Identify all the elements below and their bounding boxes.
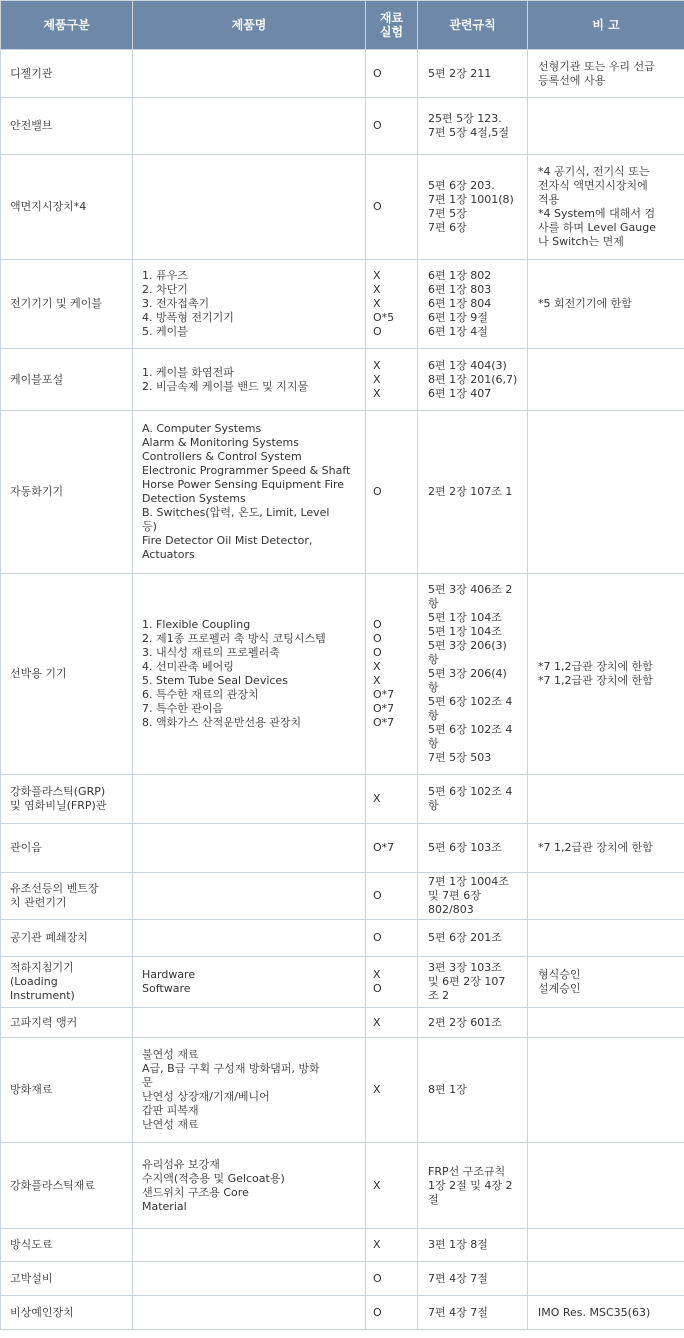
cell-line: 강화플라스틱재료 xyxy=(10,1178,96,1192)
cell-line: X xyxy=(373,297,381,310)
category-cell xyxy=(1,574,133,775)
product-cell xyxy=(133,50,366,98)
product-cell xyxy=(133,957,366,1008)
cell-line: 안전밸브 xyxy=(10,119,53,132)
cell-line: 항 xyxy=(428,799,439,812)
rules-cell xyxy=(418,155,528,260)
cell-line: 선박용 기기 xyxy=(10,667,67,680)
cell-line: O xyxy=(373,66,382,80)
cell-line: 절 xyxy=(428,1192,439,1206)
product-cell xyxy=(133,349,366,411)
category-cell xyxy=(1,349,133,411)
category-cell xyxy=(1,824,133,873)
cell-line: Detection Systems xyxy=(142,492,246,505)
cell-line: FRP선 구조규칙 xyxy=(428,1164,506,1178)
cell-line: O xyxy=(373,1271,382,1285)
test-cell xyxy=(366,1296,418,1330)
cell-line: 관이음 xyxy=(10,841,42,854)
cell-line: O xyxy=(373,982,382,995)
cell-line: X xyxy=(373,386,381,400)
cell-line: 7편 6장 xyxy=(428,221,467,234)
cell-line: O xyxy=(373,119,382,132)
product-cell xyxy=(133,411,366,574)
product-cell xyxy=(133,98,366,155)
cell-line: 5편 3장 406조 2 xyxy=(428,583,513,596)
rules-cell xyxy=(418,411,528,574)
table-row xyxy=(1,155,684,260)
rules-cell xyxy=(418,1038,528,1143)
cell-line: 7편 4장 7절 xyxy=(428,1271,488,1285)
cell-line: 3. 내식성 재료의 프로펠러축 xyxy=(142,646,280,659)
cell-line: 나 Switch는 면제 xyxy=(538,235,624,248)
cell-line: X xyxy=(373,1083,381,1096)
cell-line: 방화재료 xyxy=(10,1083,53,1096)
notes-cell xyxy=(528,1229,684,1262)
cell-line: 6편 1장 804 xyxy=(428,297,492,310)
cell-line: O*5 xyxy=(373,311,395,324)
category-cell xyxy=(1,873,133,920)
cell-line: 전기기기 및 케이블 xyxy=(10,297,103,310)
rules-cell xyxy=(418,775,528,824)
notes-cell xyxy=(528,155,684,260)
test-cell xyxy=(366,1262,418,1296)
cell-line: 4. 방폭형 전기기기 xyxy=(142,311,234,324)
notes-cell xyxy=(528,1143,684,1229)
test-cell xyxy=(366,920,418,957)
header-category: 제품구분 xyxy=(1,1,133,50)
cell-line: 공기관 폐쇄장치 xyxy=(10,931,88,944)
cell-line: 조 2 xyxy=(428,989,450,1002)
cell-line: *7 1,2급관 장치에 한함 xyxy=(538,660,653,673)
header-test xyxy=(366,1,418,50)
cell-line: 2편 2장 107조 1 xyxy=(428,485,513,498)
product-cell xyxy=(133,1262,366,1296)
cell-line: O*7 xyxy=(373,716,395,729)
cell-line: A. Computer Systems xyxy=(142,422,262,435)
cell-line: 6편 1장 802 xyxy=(428,269,492,282)
cell-line: 7편 1장 1001(8) xyxy=(428,193,514,206)
table-row xyxy=(1,775,684,824)
product-cell xyxy=(133,260,366,349)
table-row xyxy=(1,98,684,155)
cell-line: O xyxy=(373,325,382,338)
cell-line: Controllers & Control System xyxy=(142,450,302,463)
cell-line: 6편 1장 9절 xyxy=(428,311,488,324)
notes-cell xyxy=(528,411,684,574)
test-cell xyxy=(366,1008,418,1038)
cell-line: 전자식 액면지시장치에 xyxy=(538,179,648,192)
cell-line: Fire Detector Oil Mist Detector, xyxy=(142,534,313,547)
test-cell xyxy=(366,1229,418,1262)
product-cell xyxy=(133,1229,366,1262)
rules-cell xyxy=(418,1229,528,1262)
cell-line: Horse Power Sensing Equipment Fire xyxy=(142,478,345,491)
cell-line: 6편 1장 407 xyxy=(428,386,492,400)
cell-line: 6편 1장 4절 xyxy=(428,325,488,338)
cell-line: 7편 1장 1004조 xyxy=(428,875,509,888)
cell-line: X xyxy=(373,674,381,687)
product-cell xyxy=(133,574,366,775)
cell-line: 7편 5장 503 xyxy=(428,751,492,764)
product-cell xyxy=(133,1038,366,1143)
notes-cell xyxy=(528,1296,684,1330)
cell-line: X xyxy=(373,1238,381,1251)
cell-line: 적용 xyxy=(538,193,560,206)
category-cell xyxy=(1,411,133,574)
category-cell xyxy=(1,260,133,349)
cell-line: 선형기관 또는 우리 선급 xyxy=(538,59,655,73)
header-notes: 비 고 xyxy=(528,1,684,50)
cell-line: 5편 1장 104조 xyxy=(428,611,502,624)
cell-line: 2편 2장 601조 xyxy=(428,1015,502,1029)
cell-line: 고박설비 xyxy=(10,1271,53,1285)
test-cell xyxy=(366,349,418,411)
cell-line: 5편 6장 102조 4 xyxy=(428,723,513,736)
category-cell xyxy=(1,50,133,98)
table-row xyxy=(1,873,684,920)
cell-line: O xyxy=(373,646,382,659)
cell-line: 5편 6장 203. xyxy=(428,179,495,192)
notes-cell xyxy=(528,50,684,98)
rules-cell xyxy=(418,1262,528,1296)
cell-line: 자동화기기 xyxy=(10,485,64,498)
table-row xyxy=(1,1008,684,1038)
cell-line: 5편 3장 206(3) xyxy=(428,639,507,652)
cell-line: 25편 5장 123. xyxy=(428,112,502,125)
cell-line: *7 1,2급관 장치에 한함 xyxy=(538,841,653,854)
cell-line: 항 xyxy=(428,597,439,610)
header-test-line: 실험 xyxy=(379,25,404,39)
cell-line: X xyxy=(373,269,381,282)
rules-cell xyxy=(418,260,528,349)
cell-line: 비상예인장치 xyxy=(10,1305,74,1319)
table-row xyxy=(1,1296,684,1330)
table-row xyxy=(1,260,684,349)
test-cell xyxy=(366,260,418,349)
table-row xyxy=(1,574,684,775)
rules-cell xyxy=(418,98,528,155)
notes-cell xyxy=(528,775,684,824)
category-cell xyxy=(1,1038,133,1143)
cell-line: 항 xyxy=(428,709,439,722)
cell-line: 액면지시장치*4 xyxy=(10,200,87,213)
cell-line: 항 xyxy=(428,737,439,750)
cell-line: *5 회전기기에 한함 xyxy=(538,297,632,310)
cell-line: X xyxy=(373,968,381,981)
cell-line: 6. 특수한 재료의 관장치 xyxy=(142,688,259,701)
cell-line: X xyxy=(373,1015,381,1029)
cell-line: 1. 케이블 화염전파 xyxy=(142,365,234,379)
cell-line: 5편 6장 102조 4 xyxy=(428,695,513,708)
category-cell xyxy=(1,155,133,260)
product-cell xyxy=(133,824,366,873)
category-cell xyxy=(1,1262,133,1296)
table-row xyxy=(1,1262,684,1296)
test-cell xyxy=(366,98,418,155)
notes-cell xyxy=(528,1262,684,1296)
cell-line: *4 공기식, 전기식 또는 xyxy=(538,165,650,178)
cell-line: B. Switches(압력, 온도, Limit, Level xyxy=(142,506,330,519)
cell-line: A급, B급 구획 구성재 방화댐퍼, 방화 xyxy=(142,1062,320,1075)
test-cell xyxy=(366,957,418,1008)
cell-line: 고파지력 앵커 xyxy=(10,1015,78,1029)
cell-line: 유조선등의 벤트장 xyxy=(10,882,99,895)
cell-line: 적하지침기기 xyxy=(10,961,74,974)
cell-line: O xyxy=(373,618,382,631)
test-cell xyxy=(366,873,418,920)
cell-line: Software xyxy=(142,982,191,995)
test-cell xyxy=(366,574,418,775)
cell-line: 불연성 재료 xyxy=(142,1048,199,1061)
table-row xyxy=(1,1229,684,1262)
category-cell xyxy=(1,920,133,957)
notes-cell xyxy=(528,957,684,1008)
cell-line: 3. 전자접촉기 xyxy=(142,297,210,310)
cell-line: 항 xyxy=(428,653,439,666)
table-row xyxy=(1,50,684,98)
table-body xyxy=(1,50,684,1330)
cell-line: 4. 선미관축 베어링 xyxy=(142,660,234,673)
rules-cell xyxy=(418,1143,528,1229)
cell-line: 5. Stem Tube Seal Devices xyxy=(142,674,288,687)
cell-line: O*7 xyxy=(373,702,395,715)
cell-line: O xyxy=(373,931,382,944)
test-cell xyxy=(366,411,418,574)
product-cell xyxy=(133,775,366,824)
notes-cell xyxy=(528,1038,684,1143)
cell-line: 설계승인 xyxy=(538,982,581,995)
rules-cell xyxy=(418,873,528,920)
cell-line: 2. 제1종 프로펠러 축 방식 코팅시스템 xyxy=(142,632,326,645)
product-cell xyxy=(133,873,366,920)
rules-cell xyxy=(418,920,528,957)
rules-cell xyxy=(418,957,528,1008)
cell-line: X xyxy=(373,358,381,372)
table-row xyxy=(1,411,684,574)
cell-line: X xyxy=(373,792,381,805)
cell-line: 6편 1장 803 xyxy=(428,283,492,296)
cell-line: X xyxy=(373,372,381,386)
notes-cell xyxy=(528,349,684,411)
cell-line: IMO Res. MSC35(63) xyxy=(538,1305,651,1319)
test-cell xyxy=(366,1038,418,1143)
notes-cell xyxy=(528,98,684,155)
product-cell xyxy=(133,1296,366,1330)
product-cell xyxy=(133,1143,366,1229)
cell-line: X xyxy=(373,283,381,296)
cell-line: 3편 1장 8절 xyxy=(428,1238,488,1251)
notes-cell xyxy=(528,1008,684,1038)
notes-cell xyxy=(528,260,684,349)
cell-line: 및 6편 2장 107 xyxy=(428,975,506,988)
cell-line: 및 염화비닐(FRP)관 xyxy=(10,799,107,812)
cell-line: 8편 1장 201(6,7) xyxy=(428,372,518,386)
cell-line: *7 1,2급관 장치에 한함 xyxy=(538,674,653,687)
cell-line: X xyxy=(373,660,381,673)
cell-line: 8. 액화가스 산적운반선용 관장치 xyxy=(142,716,302,729)
cell-line: 치 관련기기 xyxy=(10,896,67,909)
cell-line: O*7 xyxy=(373,841,395,854)
test-cell xyxy=(366,824,418,873)
cell-line: 2. 차단기 xyxy=(142,283,188,296)
cell-line: *4 System에 대해서 검 xyxy=(538,207,656,220)
cell-line: 7편 4장 7절 xyxy=(428,1305,488,1319)
rules-cell xyxy=(418,50,528,98)
cell-line: 802/803 xyxy=(428,903,474,916)
cell-line: 6편 1장 404(3) xyxy=(428,358,507,372)
cell-line: O*7 xyxy=(373,688,395,701)
cell-line: 7편 5장 xyxy=(428,207,467,220)
cell-line: 케이블포설 xyxy=(10,372,64,386)
cell-line: 갑판 피복재 xyxy=(142,1104,199,1117)
cell-line: 1. 퓨우즈 xyxy=(142,269,188,282)
cell-line: Material xyxy=(142,1199,187,1213)
cell-line: 7. 특수한 관이음 xyxy=(142,702,224,715)
cell-line: 7편 5장 4절,5절 xyxy=(428,126,509,139)
header-product: 제품명 xyxy=(133,1,366,50)
cell-line: 5. 케이블 xyxy=(142,325,188,338)
cell-line: 강화플라스틱(GRP) xyxy=(10,785,106,798)
rules-cell xyxy=(418,349,528,411)
notes-cell xyxy=(528,920,684,957)
cell-line: 5편 2장 211 xyxy=(428,66,492,80)
category-cell xyxy=(1,1143,133,1229)
cell-line: 유리섬유 보강재 xyxy=(142,1157,220,1171)
product-cell xyxy=(133,1008,366,1038)
cell-line: O xyxy=(373,889,382,902)
table-row xyxy=(1,1038,684,1143)
cell-line: 방식도료 xyxy=(10,1238,53,1251)
cell-line: 1. Flexible Coupling xyxy=(142,618,251,631)
cell-line: Hardware xyxy=(142,968,196,981)
table-row xyxy=(1,957,684,1008)
cell-line: (Loading xyxy=(10,975,58,988)
cell-line: 형식승인 xyxy=(538,968,581,981)
notes-cell xyxy=(528,824,684,873)
test-cell xyxy=(366,775,418,824)
header-row xyxy=(1,1,684,50)
header-rules: 관련규칙 xyxy=(418,1,528,50)
cell-line: 등록선에 사용 xyxy=(538,73,606,87)
cell-line: 등) xyxy=(142,520,157,533)
cell-line: 샌드위치 구조용 Core xyxy=(142,1185,249,1199)
cell-line: 5편 1장 104조 xyxy=(428,625,502,638)
cell-line: 사를 하며 Level Gauge xyxy=(538,221,657,234)
header-test-line: 재료 xyxy=(379,11,404,25)
product-cell xyxy=(133,920,366,957)
cell-line: 3편 3장 103조 xyxy=(428,961,502,974)
test-cell xyxy=(366,50,418,98)
cell-line: 5편 6장 103조 xyxy=(428,841,502,854)
cell-line: Alarm & Monitoring Systems xyxy=(142,436,300,449)
cell-line: Electronic Programmer Speed & Shaft xyxy=(142,464,351,477)
category-cell xyxy=(1,1008,133,1038)
cell-line: 8편 1장 xyxy=(428,1083,467,1096)
category-cell xyxy=(1,775,133,824)
table-row xyxy=(1,1143,684,1229)
notes-cell xyxy=(528,574,684,775)
cell-line: 5편 6장 201조 xyxy=(428,931,502,944)
cell-line: 5편 3장 206(4) xyxy=(428,667,507,680)
cell-line: 문 xyxy=(142,1076,153,1089)
cell-line: Actuators xyxy=(142,548,195,561)
cell-line: 1장 2절 및 4장 2 xyxy=(428,1178,513,1192)
test-cell xyxy=(366,1143,418,1229)
table-row xyxy=(1,920,684,957)
cell-line: O xyxy=(373,485,382,498)
category-cell xyxy=(1,1229,133,1262)
cell-line: 2. 비금속제 케이블 밴드 및 지지물 xyxy=(142,379,309,393)
cell-line: 난연성 상장재/기재/베니어 xyxy=(142,1090,270,1103)
product-cell xyxy=(133,155,366,260)
test-cell xyxy=(366,155,418,260)
cell-line: X xyxy=(373,1178,381,1192)
rules-cell xyxy=(418,824,528,873)
cell-line: Instrument) xyxy=(10,989,75,1002)
table-row xyxy=(1,349,684,411)
category-cell xyxy=(1,1296,133,1330)
cell-line: O xyxy=(373,200,382,213)
cell-line: 수지액(적층용 및 Gelcoat용) xyxy=(142,1171,285,1185)
rules-cell xyxy=(418,1008,528,1038)
category-cell xyxy=(1,98,133,155)
rules-cell xyxy=(418,574,528,775)
cell-line: 항 xyxy=(428,681,439,694)
rules-cell xyxy=(418,1296,528,1330)
table-row xyxy=(1,824,684,873)
cell-line: 5편 6장 102조 4 xyxy=(428,785,513,798)
cell-line: 난연성 재료 xyxy=(142,1118,199,1131)
category-cell xyxy=(1,957,133,1008)
cell-line: O xyxy=(373,632,382,645)
cell-line: 및 7편 6장 xyxy=(428,889,481,902)
notes-cell xyxy=(528,873,684,920)
cell-line: 디젤기관 xyxy=(10,66,53,80)
cell-line: O xyxy=(373,1305,382,1319)
